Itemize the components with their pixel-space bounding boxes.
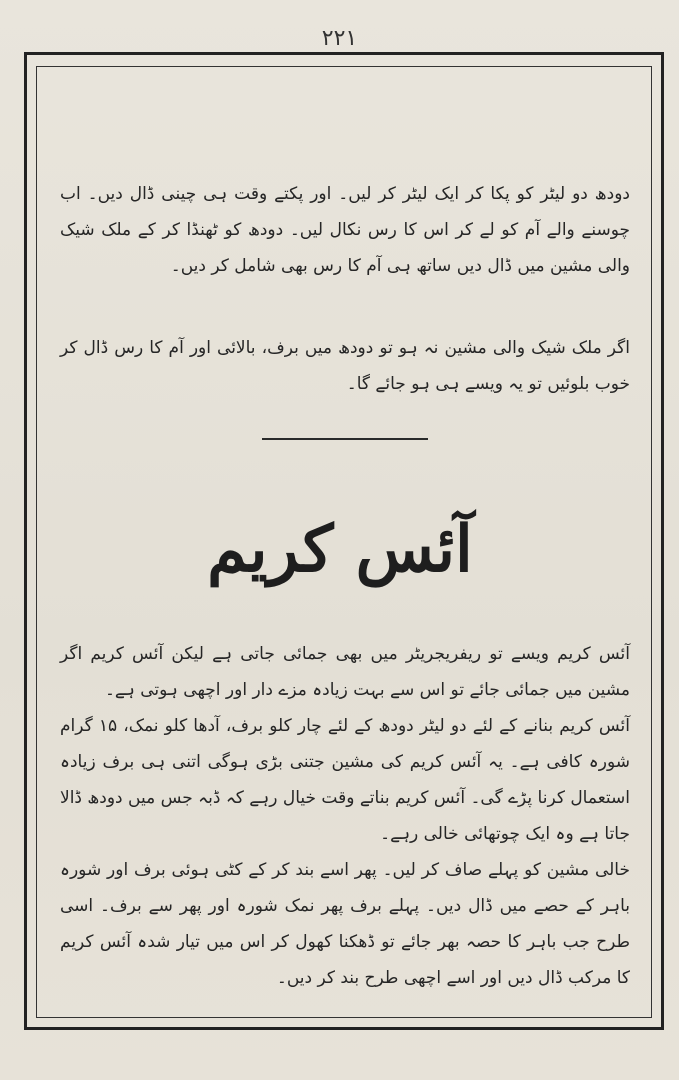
previous-recipe-note [60, 330, 630, 402]
ice-cream-paragraph-1: آئس کریم ویسے تو ریفریجریٹر میں بھی جمائی جاتی ہے لیکن آئس کریم اگر مشین میں جمائی جائے تو اس سے بہت زیادہ مزے دار اور اچھی ہوتی ہے۔ [60, 644, 630, 700]
section-title: آئس کریم [207, 512, 473, 587]
ice-cream-paragraph-3: خالی مشین کو پہلے صاف کر لیں۔ پھر اسے بند کر کے کٹی ہوئی برف اور شورہ باہر کے حصے میں ڈال دیں۔ پہلے برف پھر نمک شورہ اور پھر سے برف۔ اسی طرح جب باہر کا حصہ بھر جائے تو ڈھکنا کھول کر اس میں تیار شدہ آئس کریم کا مرکب ڈال دیں اور اسے اچھی طرح بند کر دیں۔ [60, 860, 630, 988]
ice-cream-text [60, 636, 630, 996]
page-number: ۲۲۱ [321, 26, 358, 51]
recipe-note-paragraph: اگر ملک شیک والی مشین نہ ہو تو دودھ میں برف، بالائی اور آم کا رس ڈال کر خوب بلوئیں تو یہ ویسے ہی ہو جائے گا۔ [60, 338, 630, 394]
section-divider [262, 438, 428, 440]
previous-recipe-text [60, 176, 630, 284]
ice-cream-paragraph-2: آئس کریم بنانے کے لئے دو لیٹر دودھ کے لئے چار کلو برف، آدھا کلو نمک، ۱۵ گرام شورہ کافی ہے۔ یہ آئس کریم کی مشین جتنی بڑی ہوگی اتنی ہی برف زیادہ استعمال کرنا پڑے گی۔ آئس کریم بناتے وقت خیال رہے کہ ڈبہ جس میں دودھ ڈالا جاتا ہے وہ ایک چوتھائی خالی رہے۔ [60, 716, 630, 844]
recipe-paragraph: دودھ دو لیٹر کو پکا کر ایک لیٹر کر لیں۔ اور پکتے وقت ہی چینی ڈال دیں۔ اب چوسنے والے آم کو لے کر اس کا رس نکال لیں۔ دودھ کو ٹھنڈا کر کے ملک شیک والی مشین میں ڈال دیں ساتھ ہی آم کا رس بھی شامل کر دیں۔ [60, 184, 630, 276]
